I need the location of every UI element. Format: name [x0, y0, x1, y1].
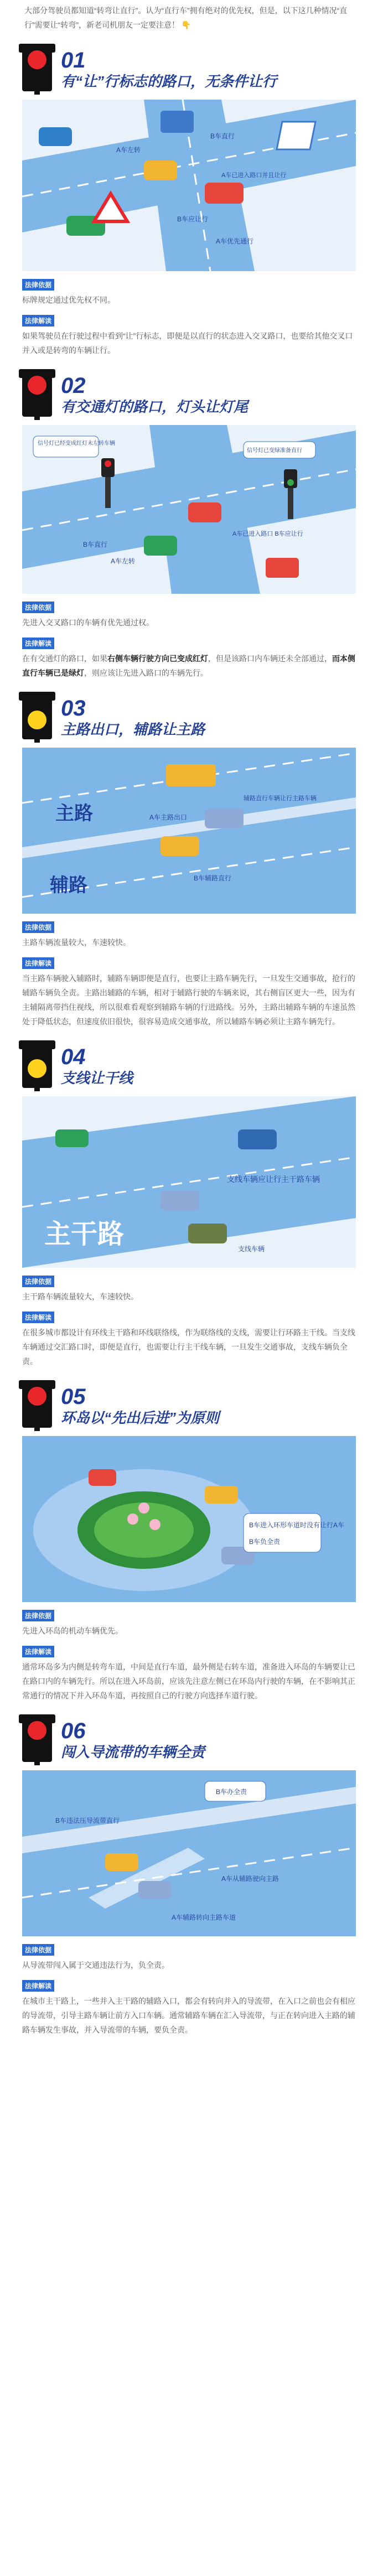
law-analysis-text: 当主路车辆驶入辅路时，辅路车辆即便是直行，也要让主路车辆先行，一旦发生交通事故，抢行的辅路车辆负全责。主路出辅路的车辆，相对于辅路行驶的车辆来说，其右侧盲区更大一些，因为有主辅隔离带挡住视线，所以很难看观察到辅路车辆的行进路线。另外，主路出辅路车辆的车速虽然处于降低状态，但速度依旧很快，很容易造成交通事故，所以辅路车辆必须让主路车辆先行。 [22, 974, 355, 1026]
illus-label: B车直行 [210, 132, 235, 140]
rule-number: 03 [61, 696, 86, 721]
rule-05-illustration [22, 1436, 356, 1602]
traffic-light-icon [22, 370, 52, 419]
rule-04-header [22, 1041, 356, 1091]
illus-label: B车辅路直行 [194, 874, 232, 882]
illus-label: A车左转 [116, 146, 141, 154]
illus-label: B车进入环形车道时没有让行A车 [249, 1521, 345, 1529]
illus-label: 信号灯已变绿准备直行 [247, 448, 302, 454]
illus-label: A车优先通行 [216, 237, 254, 245]
law-basis-tag: 法律依据 [22, 279, 54, 291]
rule-number: 01 [61, 48, 86, 72]
illus-label: A车主路出口 [149, 813, 188, 821]
intro-text: 大部分驾驶员都知道“转弯让直行”。认为“直行车”拥有绝对的优先权，但是，以下这几种情况“直行”需要让“转弯”，新老司机朋友一定要注意！ [24, 6, 348, 29]
law-basis-tag: 法律依据 [22, 602, 54, 613]
law-analysis-tag: 法律解读 [22, 1980, 54, 1992]
rule-title: 支线让干线 [61, 1070, 133, 1086]
law-analysis-text: 在有交通灯的路口，如果右侧车辆行驶方向已变成红灯，但是该路口内车辆还未全部通过，而本侧直行车辆已是绿灯，则应该让先进入路口的车辆先行。 [22, 654, 355, 677]
illus-label: A车辅路转向主路车道 [172, 1914, 236, 1921]
illus-label: A车已进入路口并且让行 [221, 172, 287, 179]
illus-label: B车违法压导流带直行 [55, 1817, 120, 1825]
rule-title: 主路出口，辅路让主路 [61, 721, 205, 738]
rule-02-illustration [22, 425, 356, 594]
law-basis-text: 先进入交叉路口的车辆有优先通过权。 [22, 618, 154, 627]
law-analysis-tag: 法律解读 [22, 637, 54, 649]
traffic-light-icon [22, 1381, 52, 1430]
rule-title: 有交通灯的路口，灯头让灯尾 [61, 398, 248, 415]
law-analysis-text: 在很多城市都设计有环线主干路和环线联络线，作为联络线的支线，需要让行环路主干线。当支线车辆通过交汇路口时，即便是直行，也需要让行主干线车辆，一旦发生交通事故，支线车辆负全责。 [22, 1328, 355, 1366]
illus-label: 辅路 [50, 875, 87, 896]
rule-04-illustration [22, 1096, 356, 1268]
rule-03-header [22, 692, 356, 742]
rule-06-illustration [22, 1770, 356, 1936]
illus-label: A车从辅路驶向主路 [221, 1875, 279, 1883]
law-basis-text: 标牌规定通过优先权不同。 [22, 296, 115, 304]
illus-label: 主干路 [44, 1220, 125, 1249]
law-analysis-text: 通常环岛多为内侧是转弯车道，中间是直行车道，最外侧是右转车道，准备进入环岛的车辆要让已在路口内的车辆先行。所以在进入环岛前，应该先注意左侧已在环岛内行驶的车辆，在不影响其正常通行的情况下并入环岛车道，再按照自己的行驶方向选择车道行驶。 [22, 1662, 355, 1700]
law-analysis-tag: 法律解读 [22, 1646, 54, 1657]
law-basis-tag: 法律依据 [22, 921, 54, 933]
traffic-light-icon [22, 1041, 52, 1090]
illus-label: A车左转 [111, 557, 136, 565]
rule-title: 有“让”行标志的路口，无条件让行 [61, 73, 277, 90]
rule-02-header [22, 370, 356, 419]
law-analysis-tag: 法律解读 [22, 957, 54, 969]
pointing-down-emoji-icon: 👇 [181, 20, 191, 29]
law-analysis-tag: 法律解读 [22, 315, 54, 326]
illus-label: B车直行 [83, 541, 108, 548]
illus-label: 辅路直行车辆让行主路车辆 [244, 795, 317, 802]
law-basis-text: 从导流带闯入属于交通违法行为，负全责。 [22, 1961, 169, 1969]
traffic-light-icon [22, 1715, 52, 1764]
intro-paragraph [22, 3, 356, 32]
rule-01-illustration [22, 100, 356, 271]
article [0, 3, 378, 2037]
rule-number: 02 [61, 374, 86, 398]
law-basis-tag: 法律依据 [22, 1276, 54, 1287]
rule-05-header [22, 1381, 356, 1430]
illus-label: B车负全责 [249, 1538, 281, 1546]
illus-label: B车办全责 [216, 1788, 247, 1796]
illus-label: 主路 [55, 803, 93, 824]
rule-number: 06 [61, 1719, 86, 1743]
rule-06-header [22, 1715, 356, 1765]
traffic-light-icon [22, 45, 52, 94]
illus-label: 支线车辆 [238, 1245, 265, 1253]
rule-title: 闯入导流带的车辆全责 [61, 1744, 205, 1760]
illus-label: 信号灯已经变成红灯未左转车辆 [38, 440, 115, 447]
rule-title: 环岛以“先出后进”为原则 [61, 1409, 220, 1426]
rule-number: 05 [61, 1385, 86, 1409]
rule-01-header [22, 44, 356, 94]
illus-label: B车应让行 [177, 215, 209, 223]
law-basis-tag: 法律依据 [22, 1610, 54, 1621]
law-basis-text: 主干路车辆流量较大，车速较快。 [22, 1292, 138, 1301]
illus-label: A车已进入路口 B车应让行 [232, 531, 303, 537]
rule-03-illustration [22, 748, 356, 914]
law-analysis-text: 如果驾驶员在行驶过程中看到“让”行标志，即便是以直行的状态进入交叉路口，也要给其他交叉口并入或是转弯的车辆让行。 [22, 331, 353, 355]
law-basis-tag: 法律依据 [22, 1944, 54, 1956]
law-basis-text: 主路车辆流量较大，车速较快。 [22, 938, 131, 947]
law-analysis-tag: 法律解读 [22, 1312, 54, 1323]
traffic-light-icon [22, 693, 52, 742]
illus-label: 支线车辆应让行主干路车辆 [227, 1175, 320, 1184]
rule-number: 04 [61, 1045, 86, 1069]
law-basis-text: 先进入环岛的机动车辆优先。 [22, 1626, 123, 1635]
law-analysis-text: 在城市主干路上，一些并入主干路的辅路入口，都会有转向并入的导流带，在入口之前也会有相应的导流带，引导主路车辆让前方入口车辆。通常辅路车辆在汇入导流带，与正在转向进入主路的辅路车辆发生事故，并入导流带的车辆，要负全责。 [22, 1997, 355, 2034]
